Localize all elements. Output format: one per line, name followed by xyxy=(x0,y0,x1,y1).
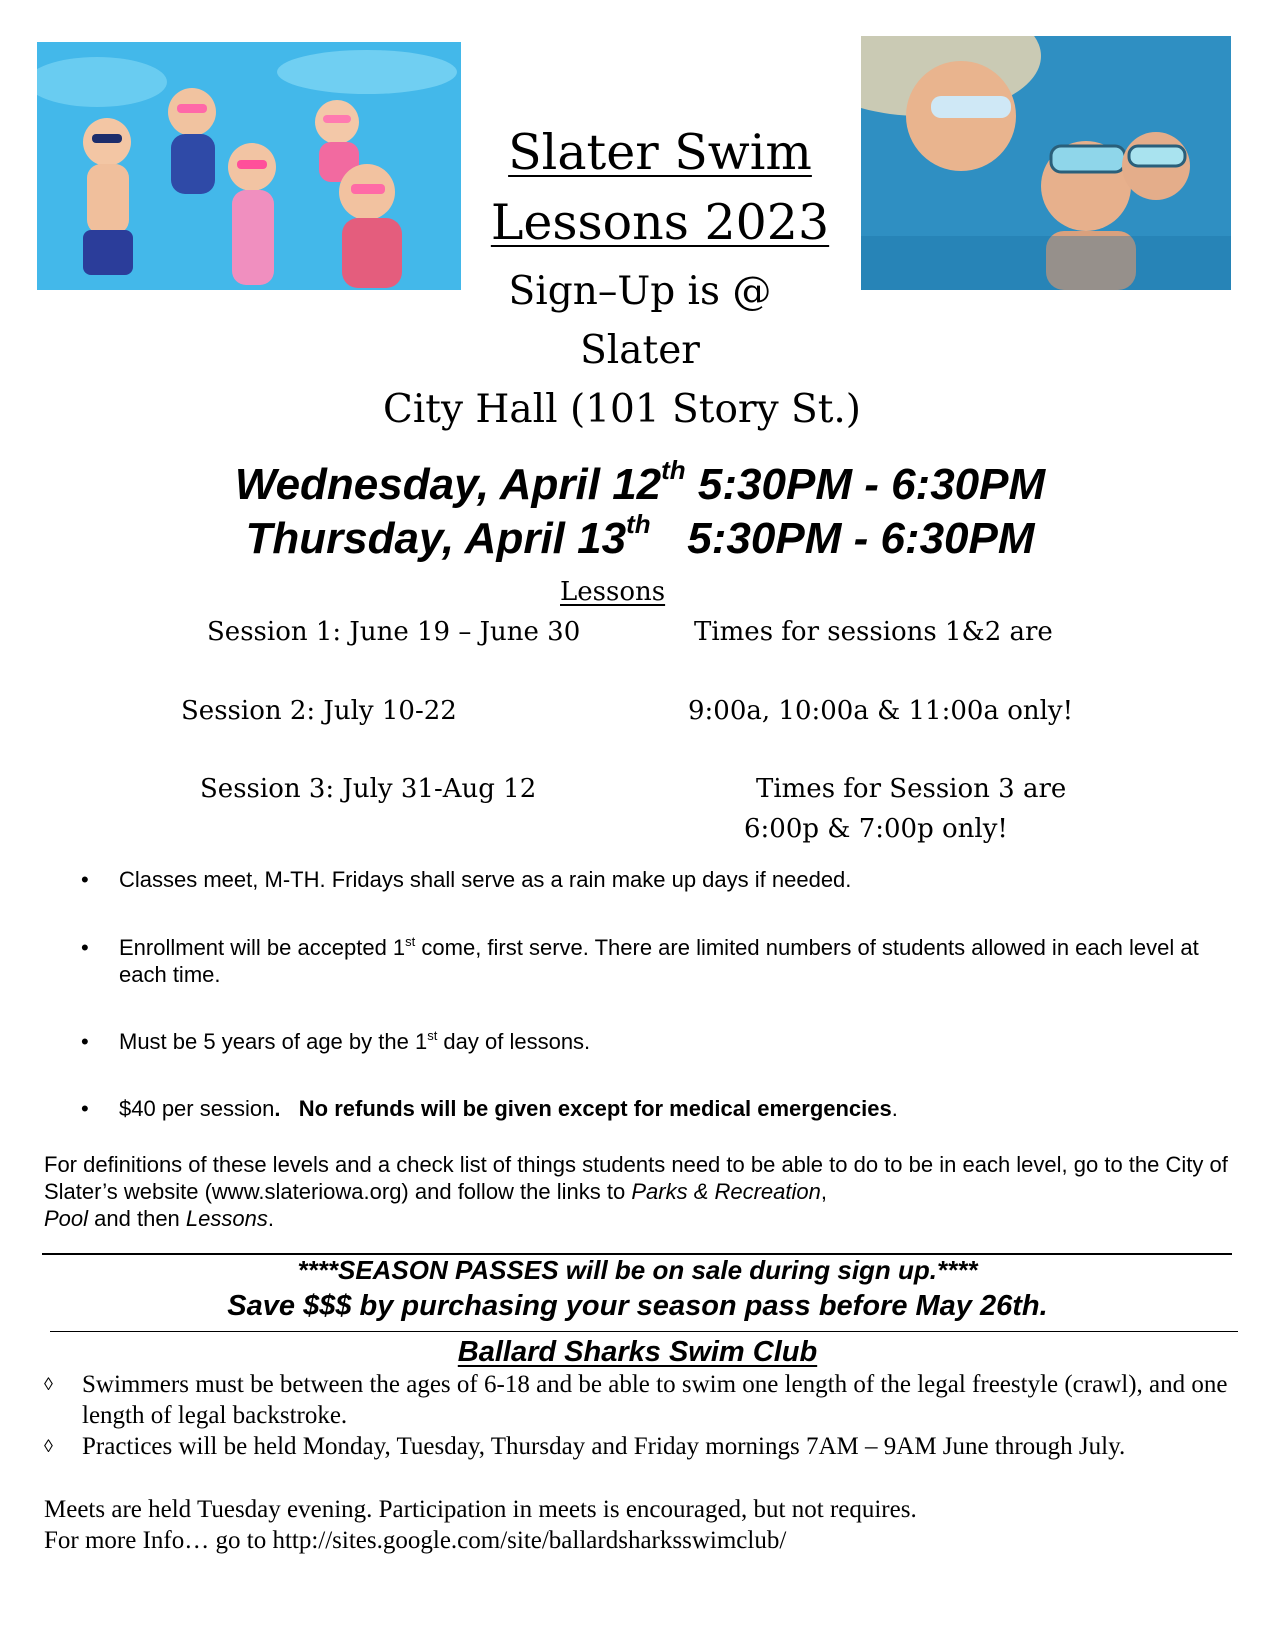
underwater-goggles-illustration xyxy=(861,36,1231,290)
meets-info: Meets are held Tuesday evening. Participation in meets is encouraged, but not requires. xyxy=(44,1496,917,1523)
signup-line2: Slater xyxy=(580,328,700,373)
session-2-dates: Session 2: July 10-22 xyxy=(181,696,457,726)
bullet-dot-icon: • xyxy=(81,935,89,960)
title-block xyxy=(440,118,880,258)
definitions-text: For definitions of these levels and a check list of things students need to be able to do to be in each level, go to the City of Slater’s website (www.slateriowa.org) and follow the links to xyxy=(44,1152,1228,1204)
signup-date-thursday xyxy=(120,509,1160,566)
list-item xyxy=(80,1028,1220,1055)
definitions-text: , xyxy=(820,1179,827,1204)
list-item xyxy=(44,1431,1234,1462)
season-passes-line1: ****SEASON PASSES will be on sale during sign up.**** xyxy=(297,1255,978,1285)
signup-location xyxy=(340,262,940,439)
swim-club-list xyxy=(44,1369,1234,1462)
swim-club-heading: Ballard Sharks Swim Club xyxy=(457,1336,818,1368)
swim-club-footer xyxy=(44,1494,1234,1556)
list-item-text: . xyxy=(891,1096,898,1121)
times-session-3-values: 6:00p & 7:00p only! xyxy=(744,814,1008,844)
session-1-dates: Session 1: June 19 – June 30 xyxy=(207,617,581,647)
signup-date-wednesday xyxy=(120,455,1160,512)
lesson-rules-list xyxy=(80,866,1220,1122)
kids-underwater-photo-right xyxy=(861,36,1231,290)
signup-line1: Sign–Up is @ xyxy=(508,269,772,314)
date-suffix: th xyxy=(626,509,651,539)
list-item-text: Classes meet, M-TH. Fridays shall serve as a rain make up days if needed. xyxy=(119,867,852,892)
date-suffix: th xyxy=(661,455,686,485)
list-item xyxy=(80,934,1220,988)
times-sessions-1-2-label: Times for sessions 1&2 are xyxy=(694,617,1053,647)
underwater-kids-illustration xyxy=(37,42,461,290)
list-item-text: Practices will be held Monday, Tuesday, Thursday and Friday mornings 7AM – 9AM June through July. xyxy=(82,1433,1126,1460)
bullet-dot-icon: • xyxy=(81,867,89,892)
date-day: Thursday, April 13 xyxy=(245,514,627,563)
list-item xyxy=(80,1095,1220,1122)
bullet-dot-icon: • xyxy=(81,1029,89,1054)
times-session-3-label: Times for Session 3 are xyxy=(756,774,1067,804)
season-passes-notice xyxy=(0,1254,1275,1325)
page-title-line2: Lessons 2023 xyxy=(490,194,830,251)
definitions-text: and then xyxy=(88,1206,186,1231)
lessons-link-text: Lessons xyxy=(185,1206,268,1231)
list-item-text: Swimmers must be between the ages of 6-18 and be able to swim one length of the legal freestyle (crawl), and one length of legal backstroke. xyxy=(82,1371,1228,1429)
definitions-text: . xyxy=(267,1206,274,1231)
divider xyxy=(50,1331,1238,1332)
list-item-text: $40 per session xyxy=(119,1096,275,1121)
season-passes-line2: Save $$$ by purchasing your season pass before May 26th. xyxy=(227,1290,1048,1322)
list-item-text: come, first serve. There are limited numbers of students allowed in each level at each time. xyxy=(119,935,1199,987)
parks-recreation-link-text: Parks & Recreation xyxy=(631,1179,821,1204)
pool-link-text: Pool xyxy=(44,1206,89,1231)
date-day: Wednesday, April 12 xyxy=(234,460,662,509)
session-3-dates: Session 3: July 31-Aug 12 xyxy=(200,774,537,804)
definitions-paragraph xyxy=(44,1151,1234,1232)
list-item-text: Must be 5 years of age by the 1 xyxy=(119,1029,428,1054)
list-item-text: day of lessons. xyxy=(437,1029,591,1054)
diamond-bullet-icon: ◊ xyxy=(44,1436,53,1456)
date-time: 5:30PM - 6:30PM xyxy=(650,514,1035,563)
page-title-line1: Slater Swim xyxy=(508,124,812,181)
list-item xyxy=(44,1369,1234,1431)
diamond-bullet-icon: ◊ xyxy=(44,1374,53,1394)
times-sessions-1-2-values: 9:00a, 10:00a & 11:00a only! xyxy=(688,696,1074,726)
signup-line3: City Hall (101 Story St.) xyxy=(382,387,862,432)
ordinal-suffix: st xyxy=(427,1028,438,1043)
signup-dates xyxy=(120,455,1160,566)
date-time: 5:30PM - 6:30PM xyxy=(685,460,1046,509)
bullet-dot-icon: • xyxy=(81,1096,89,1121)
lessons-heading: Lessons xyxy=(560,577,666,607)
no-refunds-notice: . No refunds will be given except for medical emergencies xyxy=(274,1096,892,1121)
ordinal-suffix: st xyxy=(405,934,416,949)
list-item-text: Enrollment will be accepted 1 xyxy=(119,935,406,960)
more-info-url[interactable]: For more Info… go to http://sites.google.com/site/ballardsharksswimclub/ xyxy=(44,1527,787,1554)
list-item xyxy=(80,866,1220,893)
kids-underwater-photo-left xyxy=(37,42,461,290)
